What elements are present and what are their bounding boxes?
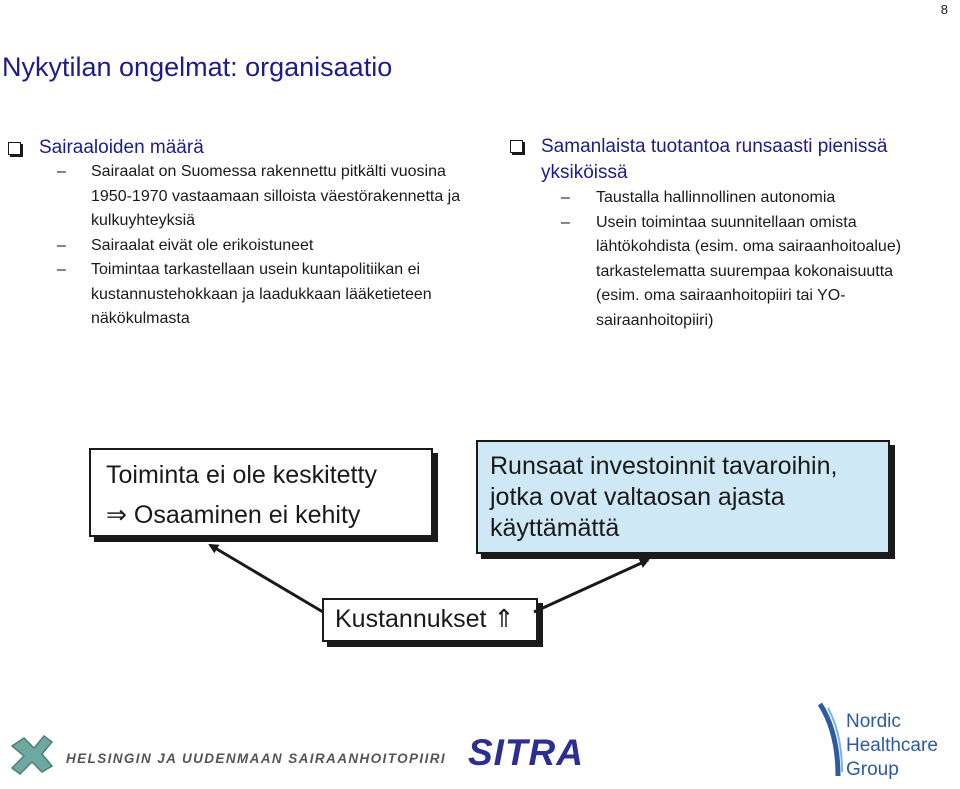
nhg-logo-line: Healthcare [846, 735, 938, 756]
slide-title: Nykytilan ongelmat: organisaatio [2, 52, 393, 82]
right-sub-item-text: Usein toimintaa suunnitellaan omista lähtökohdista (esim. oma sairaanhoitoalue) tarkastelematta suurempaa kokonaisuutta (esim. oma sairaanhoitopiiri tai YO-sairaanhoitopiiri) [596, 213, 902, 329]
nordic-healthcare-group-logo [816, 702, 960, 789]
arrow-left-icon [210, 545, 323, 612]
dash-icon: – [57, 261, 66, 278]
left-sub-item-text: Sairaalat eivät ole erikoistuneet [91, 236, 314, 254]
right-bullet-heading: Samanlaista tuotantoa runsaasti pienissä yksiköissä [541, 136, 888, 183]
dash-icon: – [57, 236, 66, 254]
hus-logo [8, 732, 447, 778]
left-sub-item-text: Toimintaa tarkastellaan usein kuntapolitiikan ei kustannustehokkaan ja laadukkaan lääketieteen näkökulmasta [91, 261, 432, 327]
nhg-logo-line: Nordic [846, 711, 901, 732]
hus-cross-icon [8, 732, 58, 778]
nhg-logo-line: Group [846, 759, 899, 780]
not-centralized-text: Toiminta ei ole keskitetty [106, 461, 377, 489]
dash-icon: – [57, 163, 66, 180]
dash-icon: – [561, 189, 570, 206]
hus-logo-text: HELSINGIN JA UUDENMAAN SAIRAANHOITOPIIRI [66, 751, 447, 766]
nhg-swoosh-icon [816, 702, 846, 782]
investments-text: Runsaat investoinnit tavaroihin, jotka ovat valtaosan ajasta käyttämättä [490, 452, 838, 542]
left-bullet-heading: Sairaaloiden määrä [39, 137, 204, 158]
expertise-text: Osaaminen ei kehity [133, 501, 361, 529]
sitra-logo-text: SITRA [468, 732, 584, 773]
costs-text: Kustannukset [335, 605, 487, 633]
left-sub-item-text: Sairaalat on Suomessa rakennettu pitkälti vuosina 1950-1970 vastaamaan silloista väestörakennetta ja kulkuyhteyksiä [91, 163, 461, 229]
page-number: 8 [940, 2, 948, 17]
dash-icon: – [561, 213, 570, 231]
sitra-logo [468, 732, 608, 778]
up-arrow-icon: ⇑ [493, 605, 515, 633]
right-sub-item-text: Taustalla hallinnollinen autonomia [596, 189, 836, 206]
implies-arrow-icon: ⇒ [106, 501, 127, 529]
arrow-right-icon [534, 560, 648, 612]
